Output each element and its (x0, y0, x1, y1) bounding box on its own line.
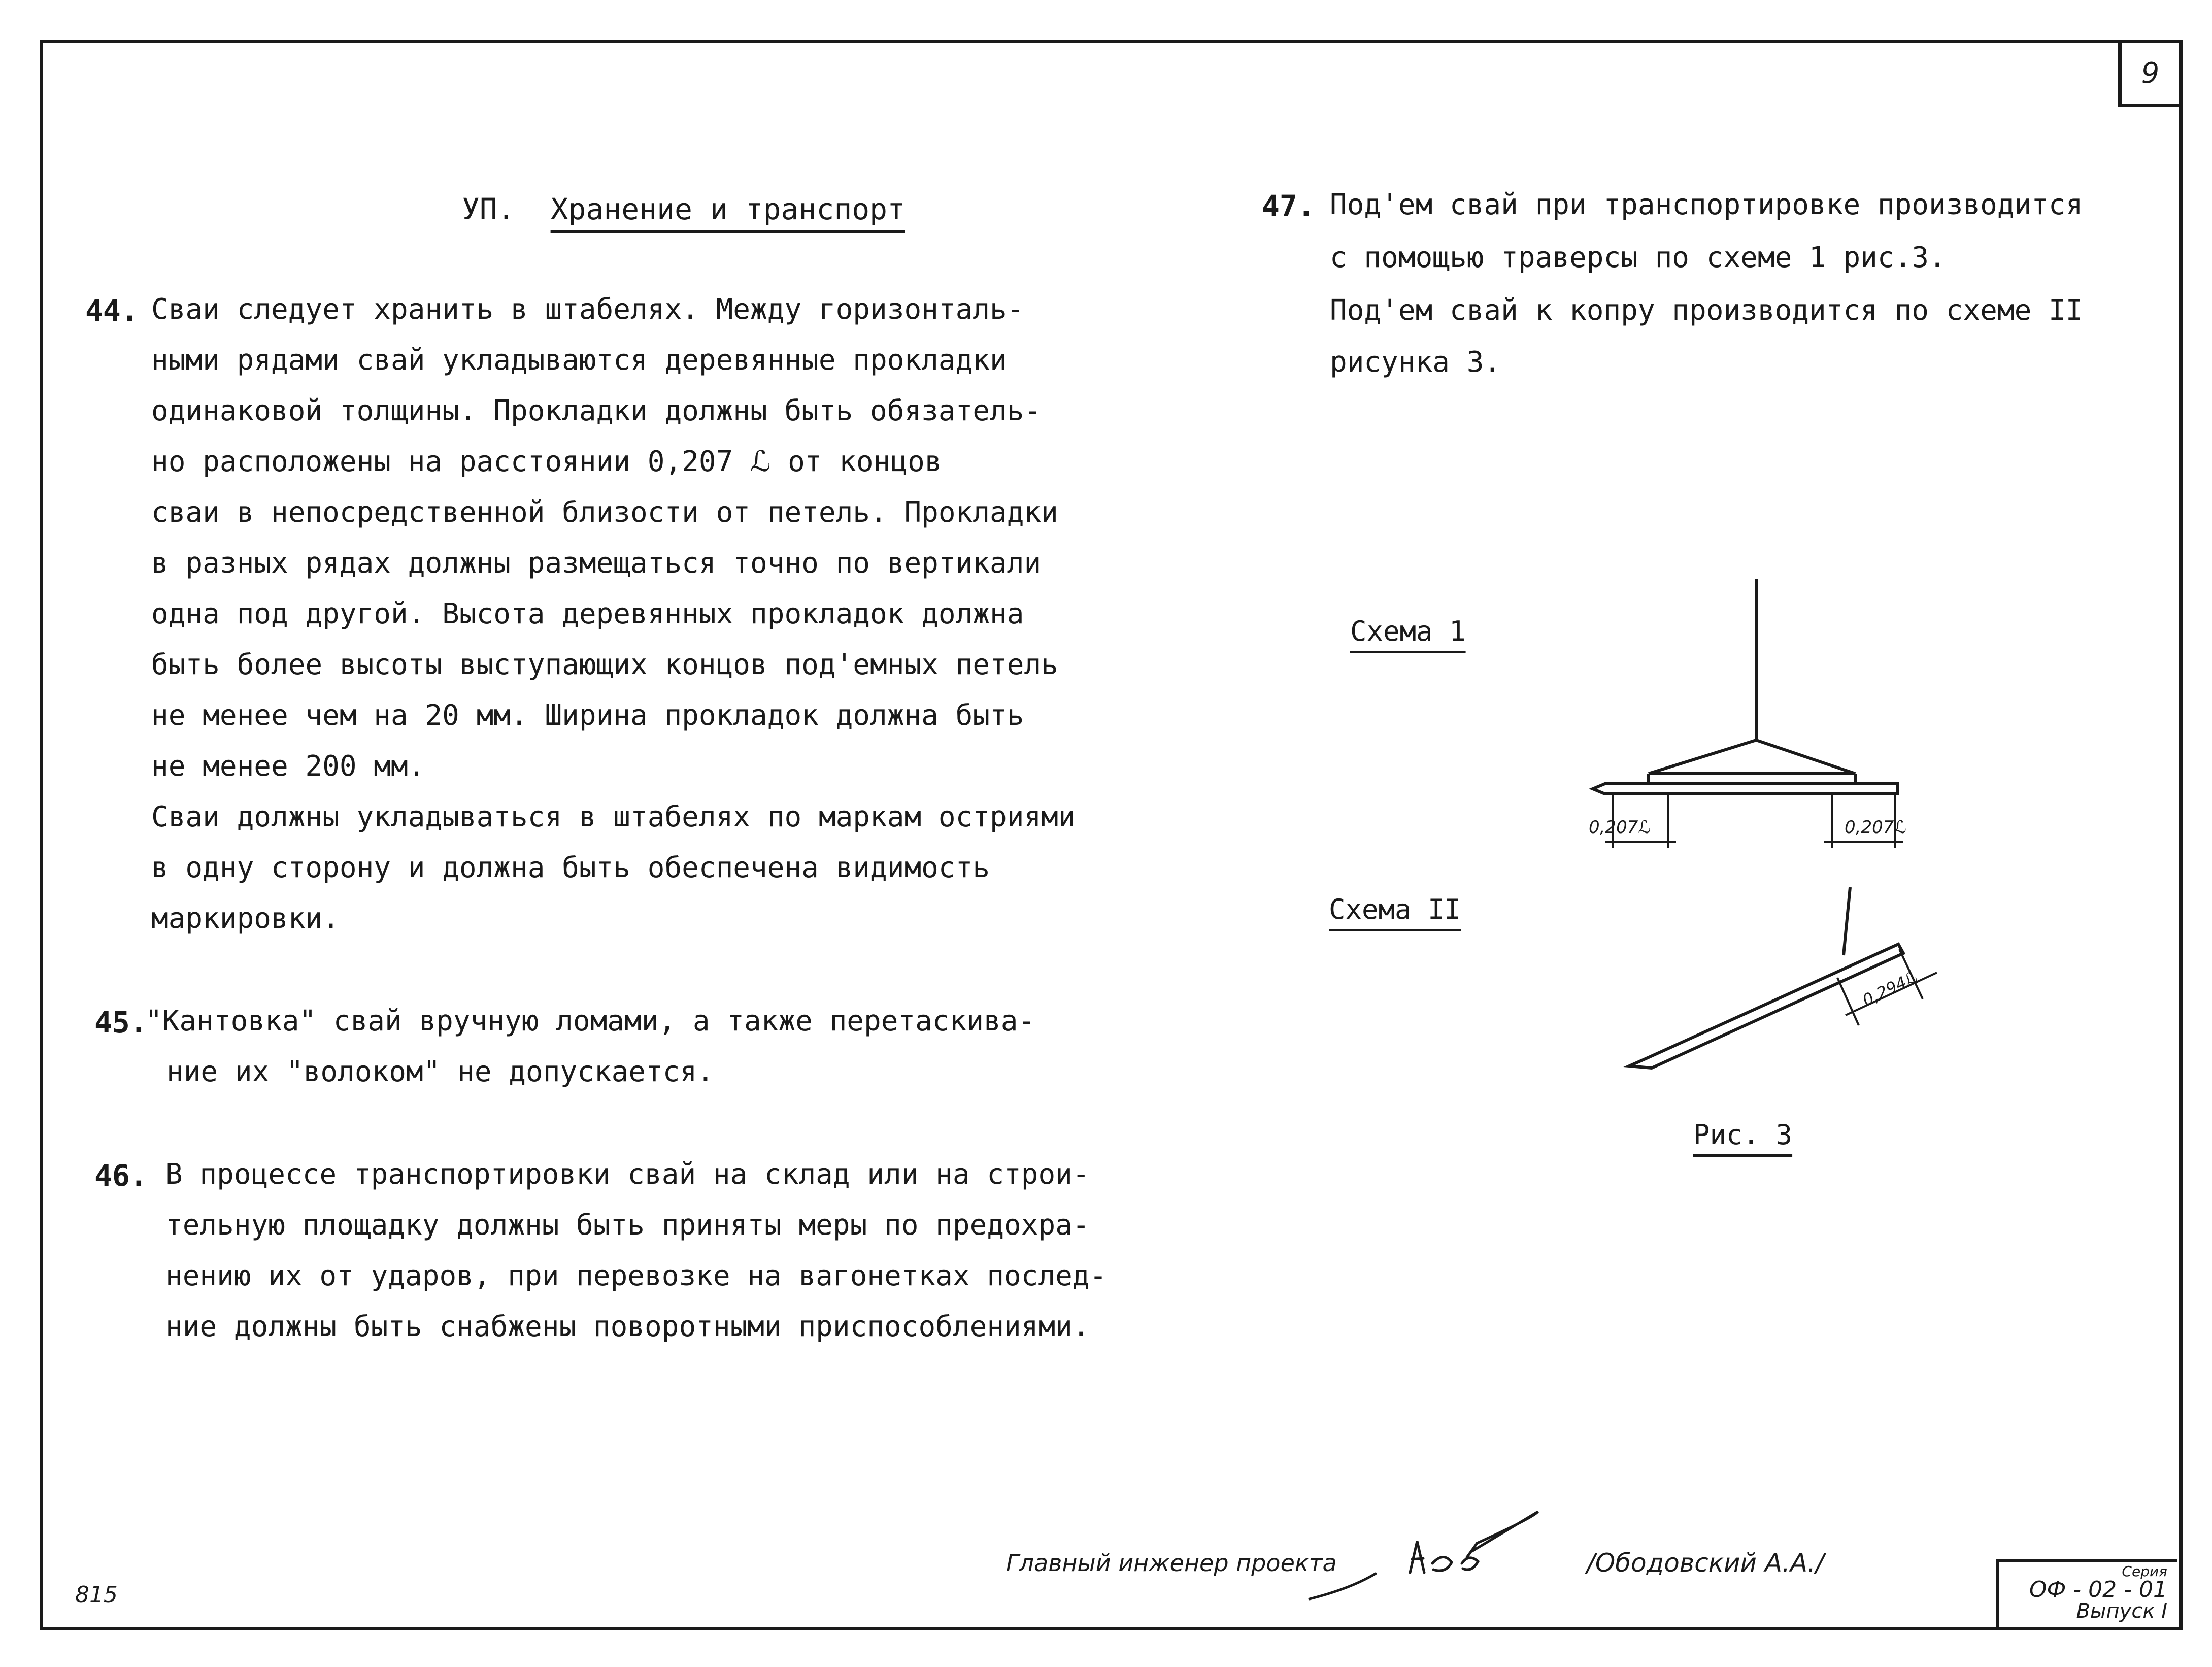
p45-line: ние их "волоком" не допускается. (166, 1055, 714, 1088)
p47-line: рисунка 3. (1330, 346, 1501, 379)
p44-line: не менее 200 мм. (151, 750, 425, 783)
stamp-series-code: ОФ - 02 - 01 (2029, 1577, 2167, 1603)
page-number: 9 (2118, 43, 2179, 107)
p46-line: В процессе транспортировки свай на склад или на строи- (165, 1158, 1090, 1191)
margin-note: 815 (75, 1582, 118, 1608)
figure-caption: Рис. 3 (1693, 1119, 1793, 1151)
p44-line: но расположены на расстоянии 0,207 ℒ от концов (151, 445, 942, 478)
p44-line: Сваи следует хранить в штабелях. Между горизонталь- (151, 293, 1024, 326)
p46-line: нению их от ударов, при перевозке на вагонетках послед- (165, 1259, 1107, 1292)
stamp-issue: Выпуск I (2076, 1599, 2167, 1623)
p44-line: в разных рядах должны размещаться точно по вертикали (151, 547, 1042, 580)
p46-line: ние должны быть снабжены поворотными приспособлениями. (165, 1310, 1090, 1343)
p47-line: Под'ем свай к копру производится по схеме II (1330, 294, 2083, 327)
p44-line: не менее чем на 20 мм. Ширина прокладок должна быть (151, 699, 1024, 732)
chief-engineer-name: /Ободовский А.А./ (1587, 1548, 1824, 1578)
dim-label-scheme2: 0,294ℒ (1859, 967, 1921, 1010)
signature-image (1299, 1503, 1553, 1609)
p44-line: в одну сторону и должна быть обеспечена видимость (151, 851, 990, 884)
p44-line: быть более высоты выступающих концов под'емных петель (151, 648, 1058, 681)
paragraph-47-number: 47. (1262, 189, 1315, 223)
stamp-series-label: Серия (2122, 1563, 2167, 1580)
paragraph-45-number: 45. (94, 1005, 148, 1040)
p44-line: одна под другой. Высота деревянных прокладок должна (151, 597, 1024, 630)
title-stamp (1996, 1559, 2177, 1627)
paragraph-44-number: 44. (85, 293, 139, 328)
p47-line: Под'ем свай при транспортировке производится (1330, 188, 2083, 221)
section-number: УП. (462, 192, 515, 226)
p44-line: маркировки. (151, 902, 340, 935)
scheme-2-label: Схема II (1329, 893, 1461, 925)
scheme-1-diagram (1573, 574, 1908, 858)
paragraph-46-number: 46. (94, 1158, 148, 1193)
dim-label-scheme1-left: 0,207ℒ (1589, 817, 1651, 838)
section-title: Хранение и транспорт (550, 192, 905, 226)
p44-line: одинаковой толщины. Прокладки должны быть обязатель- (151, 394, 1042, 427)
p44-line: сваи в непосредственной близости от петель. Прокладки (151, 496, 1058, 529)
p47-line: с помощью траверсы по схеме 1 рис.3. (1330, 241, 1946, 274)
chief-engineer-role: Главный инженер проекта (1006, 1549, 1337, 1577)
p44-line: ными рядами свай укладываются деревянные прокладки (151, 344, 1007, 377)
p44-line: Сваи должны укладываться в штабелях по маркам остриями (151, 801, 1076, 834)
scheme-1-label: Схема 1 (1350, 615, 1466, 647)
section-heading (462, 192, 905, 226)
p46-line: тельную площадку должны быть приняты меры по предохра- (165, 1209, 1090, 1242)
dim-label-scheme1-right: 0,207ℒ (1845, 817, 1906, 838)
p45-line: "Кантовка" свай вручную ломами, а также перетаскива- (145, 1005, 1035, 1038)
